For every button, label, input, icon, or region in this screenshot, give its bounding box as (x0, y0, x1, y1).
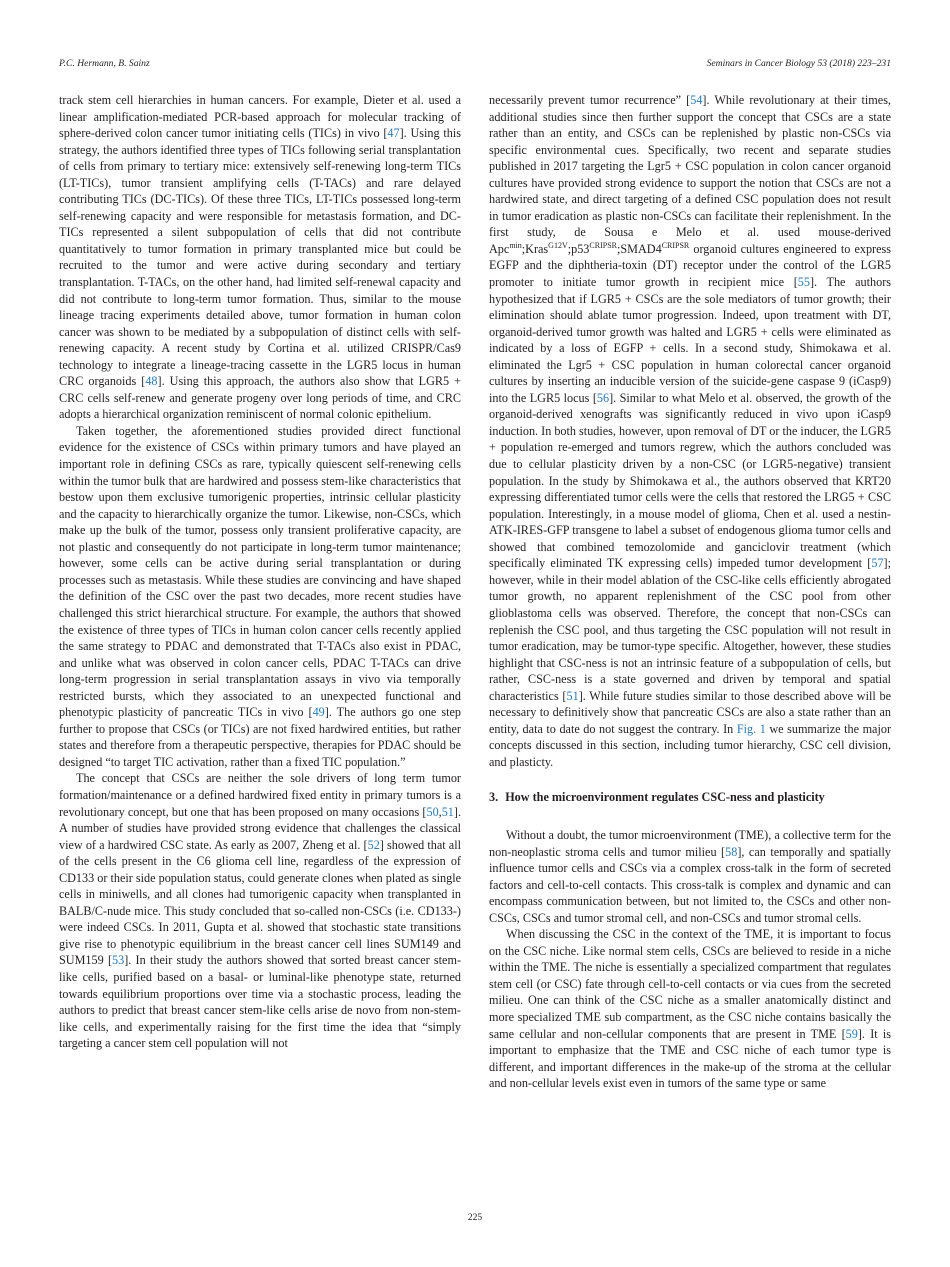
citation-link[interactable]: 56 (596, 390, 610, 405)
citation-link[interactable]: 51 (566, 688, 579, 703)
paragraph: Taken together, the aforementioned studies provided direct functional evidence for the existence of CSCs within primary tumors and have played an important role in defining CSCs as rare, typically quiescent self-renewing cells within the tumor bulk that are hardwired and possess stem-like characteristics that bestow upon them exclusive tumorigenic properties, intrinsic cellular plasticity and the capacity to hierarchically organize the tumor. Likewise, non-CSCs, which make up the bulk of the tumor, possess only transient proliferative capacity, are not plastic and consequently do not participate in long-term tumor maintenance; however, some cells can be active during serial transplantation or during processes such as metastasis. While these studies are convincing and have shaped the definition of the CSC over the past two decades, more recent studies have challenged this strict hierarchical structure. For example, the authors that showed the existence of three types of TICs in human colon cancer cells recently applied the same strategy to PDAC and demonstrated that T-TACs also exist in PDAC, and unlike what was observed in colon cancer cells, PDAC T-TACs can drive long-term progression in serial transplantation assays in vivo via temporally restricted bursts, which they associated to an unexpected functional and phenotypic plasticity of pancreatic TICs in vivo [49]. The authors go one step further to propose that CSCs (or TICs) are not fixed hardwired entities, but rather states and therefore from a therapeutic perspective, therapies for PDAC should be designed “to target TIC activation, rather than a fixed TIC population.” (59, 423, 461, 769)
paragraph: Without a doubt, the tumor microenvironment (TME), a collective term for the non-neoplastic stroma cells and tumor milieu [58], can temporally and spatially influence tumor cells and CSCs via a complex cross-talk in the form of secreted factors and cell-to-cell contacts. This cross-talk is complex and dynamic and can encompass communication between, but not limited to, the CSCs and other non-CSCs, CSCs and tumor stromal cell, and non-CSCs and tumor stromal cells. (489, 827, 891, 925)
paragraph: The concept that CSCs are neither the sole drivers of long term tumor formation/maintenance or a defined hardwired fixed entity in primary tumors is a revolutionary concept, but one that has been proposed on many occasions [50,51]. A number of studies have provided strong evidence that challenges the classical view of a hardwired CSC state. As early as 2007, Zheng et al. [52] showed that all of the cells present in the C6 glioma cell line, regardless of the expression of CD133 or their side population status, could generate clones when plated as single cells in miniwells, and all clones had tumorigenic capacity when transplanted in BALB/C-nude mice. This study concluded that so-called non-CSCs (i.e. CD133-) were indeed CSCs. In 2011, Gupta et al. showed that stochastic state transitions give rise to phenotypic equilibrium in the breast cancer cell lines SUM149 and SUM159 [53]. In their study the authors showed that sorted breast cancer stem-like cells, purified based on a basal- or luminal-like phenotype state, returned towards equilibrium proportions over time via a stochastic process, leading the authors to predict that breast cancer stem-like cells arise de novo from non-stem-like cells, and experimentally raising for the first time the idea that “simply targeting a cancer stem cell population will not (59, 771, 461, 1051)
paragraph: necessarily prevent tumor recurrence” [54]. While revolutionary at their times, additional studies since then further support the concept that CSCs are a state rather than an entity, and CSCs can be replenished by plastic non-CSCs via specific environmental cues. Specifically, two recent and separate studies published in 2017 targeting the Lgr5 + CSC population in colon cancer organoid cultures have provided strong evidence to support the notion that CSCs are not a hardwired state, and direct targeting of a defined CSC population does not result in tumor eradication as plastic non-CSCs can facilitate their replenishment. In the first study, de Sousa e Melo et al. used mouse-derived $Apc^{min};Kras^{G12V};p53^{CRIPSR};SMAD4^{CRIPSR}$ organoid cultures engineered to express EGFP and the diphtheria-toxin (DT) receptor under the control of the LGR5 promoter to initiate tumor growth in recipient mice [55]. The authors hypothesized that if LGR5 + CSCs are the sole mediators of tumor growth; their elimination should ablate tumor progression. Indeed, upon treatment with DT, organoid-derived tumor growth was halted and LGR5 + cells were eliminated as indicated by a loss of EGFP + cells. In a second study, Shimokawa et al. eliminated the Lgr5 + CSC population in human colorectal cancer organoid cultures by inserting an inducible version of the suicide-gene caspase 9 (iCasp9) into the LGR5 locus [56]. Similar to what Melo et al. observed, the growth of the organoid-derived xenografts was significantly reduced in vivo upon iCasp9 induction. In both studies, however, upon removal of DT or the inducer, the LGR5 + population re-emerged and tumors regrew, which the authors concluded was due to cellular plasticity driven by a non-CSC (or LGR5-negative) transient population. In the study by Shimokawa et al., the authors observed that KRT20 expressing differentiated tumor cells were the cells that restored the LRG5 + CSC population. Interestingly, in a mouse model of glioma, Chen et al. used a nestin-ATK-IRES-GFP transgene to label a subset of endogenous glioma tumor cells and showed that combined temozolomide and ganciclovir treatment (which specifically eliminated TK expressing cells) impeded tumor development [57]; however, while in their model ablation of the CSC-like cells efficiently abrogated tumor growth, no apparent replenishment of the CSC pool from other glioblastoma cells was observed. Therefore, the concept that non-CSCs can replenish the CSC pool, and thus targeting the CSC population will not result in tumor eradication, may be tumor-type specific. Altogether, however, these studies highlight that CSC-ness is not an intrinsic feature of a subpopulation of cells, but rather, CSC-ness is a state governed and driven by temporal and spatial characteristics [51]. While future studies similar to those described above will be necessary to definitively show that pancreatic CSCs are also a state rather than an entity, data to date do not suggest the contrary. In Fig. 1 we summarize the major concepts discussed in this section, including tumor hierarchy, CSC cell division, and plasticty. (489, 93, 892, 769)
citation-link[interactable]: 59 (845, 1026, 858, 1041)
running-header-journal: Seminars in Cancer Biology 53 (2018) 223–231 (706, 58, 891, 69)
paragraph: track stem cell hierarchies in human cancers. For example, Dieter et al. used a linear amplification-mediated PCR-based approach for molecular tracking of sphere-derived colon cancer tumor initiating cells (TICs) in vivo [47]. Using this strategy, the authors identified three types of TICs following serial transplantation of cells from primary to tertiary mice: extensively self-renewing long-term TICs (LT-TICs), tumor transient amplifying cells (T-TACs) and rare delayed contributing TICs (DC-TICs). Of these three TICs, LT-TICs possessed long-term self-renewing capacity and were responsible for metastasis formation, and DC-TICs represented a silent subpopulation of cells that did not contribute quantitatively to tumor formation in primary transplanted mice but could be recruited to the tumor and were active during secondary and tertiary transplantation. T-TACs, on the other hand, had limited self-renewal capacity and did not contribute to long-term tumor formation. Thus, similar to the mouse lineage tracing experiments detailed above, tumor formation in human colon cancer was shown to be mediated by a subpopulation of distinct cells with self-renewing capacity. A recent study by Cortina et al. utilized CRISPR/Cas9 technology to integrate a lineage-tracing cassette in the LGR5 locus in human CRC organoids [48]. Using this approach, the authors also show that LGR5 + CRC cells self-renew and generate progeny over long periods of time, and CRC adopts a hierarchical organization reminiscent of normal colonic epithelium. (59, 93, 461, 422)
running-header-authors: P.C. Hermann, B. Sainz (59, 58, 150, 69)
citation-link[interactable]: 48 (145, 374, 158, 389)
page-number: 225 (467, 1212, 483, 1223)
superscript: CRIPSR (661, 240, 690, 250)
section-number: 3. (489, 790, 499, 805)
superscript: G12V (548, 240, 568, 250)
citation-link[interactable]: 51 (441, 804, 454, 819)
citation-link[interactable]: 55 (797, 275, 810, 290)
citation-link[interactable]: 53 (112, 953, 125, 968)
superscript: CRIPSR (589, 240, 617, 250)
figure-link[interactable]: Fig. 1 (736, 721, 766, 736)
citation-link[interactable]: 58 (725, 844, 738, 859)
right-column (489, 92, 891, 1092)
left-column (59, 92, 461, 1052)
section-title: How the microenvironment regulates CSC-ness and plasticity (505, 790, 825, 805)
paragraph: When discussing the CSC in the context of the TME, it is important to focus on the CSC niche. Like normal stem cells, CSCs are believed to reside in a niche within the TME. The niche is essentially a specialized compartment that regulates stem cell (or CSC) fate through cell-to-cell contacts or via cues from the secreted milieu. One can think of the CSC niche as a smaller anatomically distinct and more specialized TME sub compartment, as the CSC niche contains basically the same cellular and non-cellular components that are present in TME [59]. It is important to emphasize that the TME and CSC niche of each tumor type is different, and important differences in the make-up of the stroma at the cellular and non-cellular levels exist even in tumors of the same type or same (489, 927, 892, 1091)
citation-link[interactable]: 50 (426, 804, 439, 819)
section-heading (489, 789, 891, 806)
citation-link[interactable]: 54 (690, 93, 703, 107)
superscript: min (509, 240, 522, 250)
citation-link[interactable]: 47 (387, 126, 400, 141)
citation-link[interactable]: 49 (312, 705, 325, 720)
citation-link[interactable]: 57 (871, 556, 884, 571)
citation-link[interactable]: 52 (367, 837, 380, 852)
